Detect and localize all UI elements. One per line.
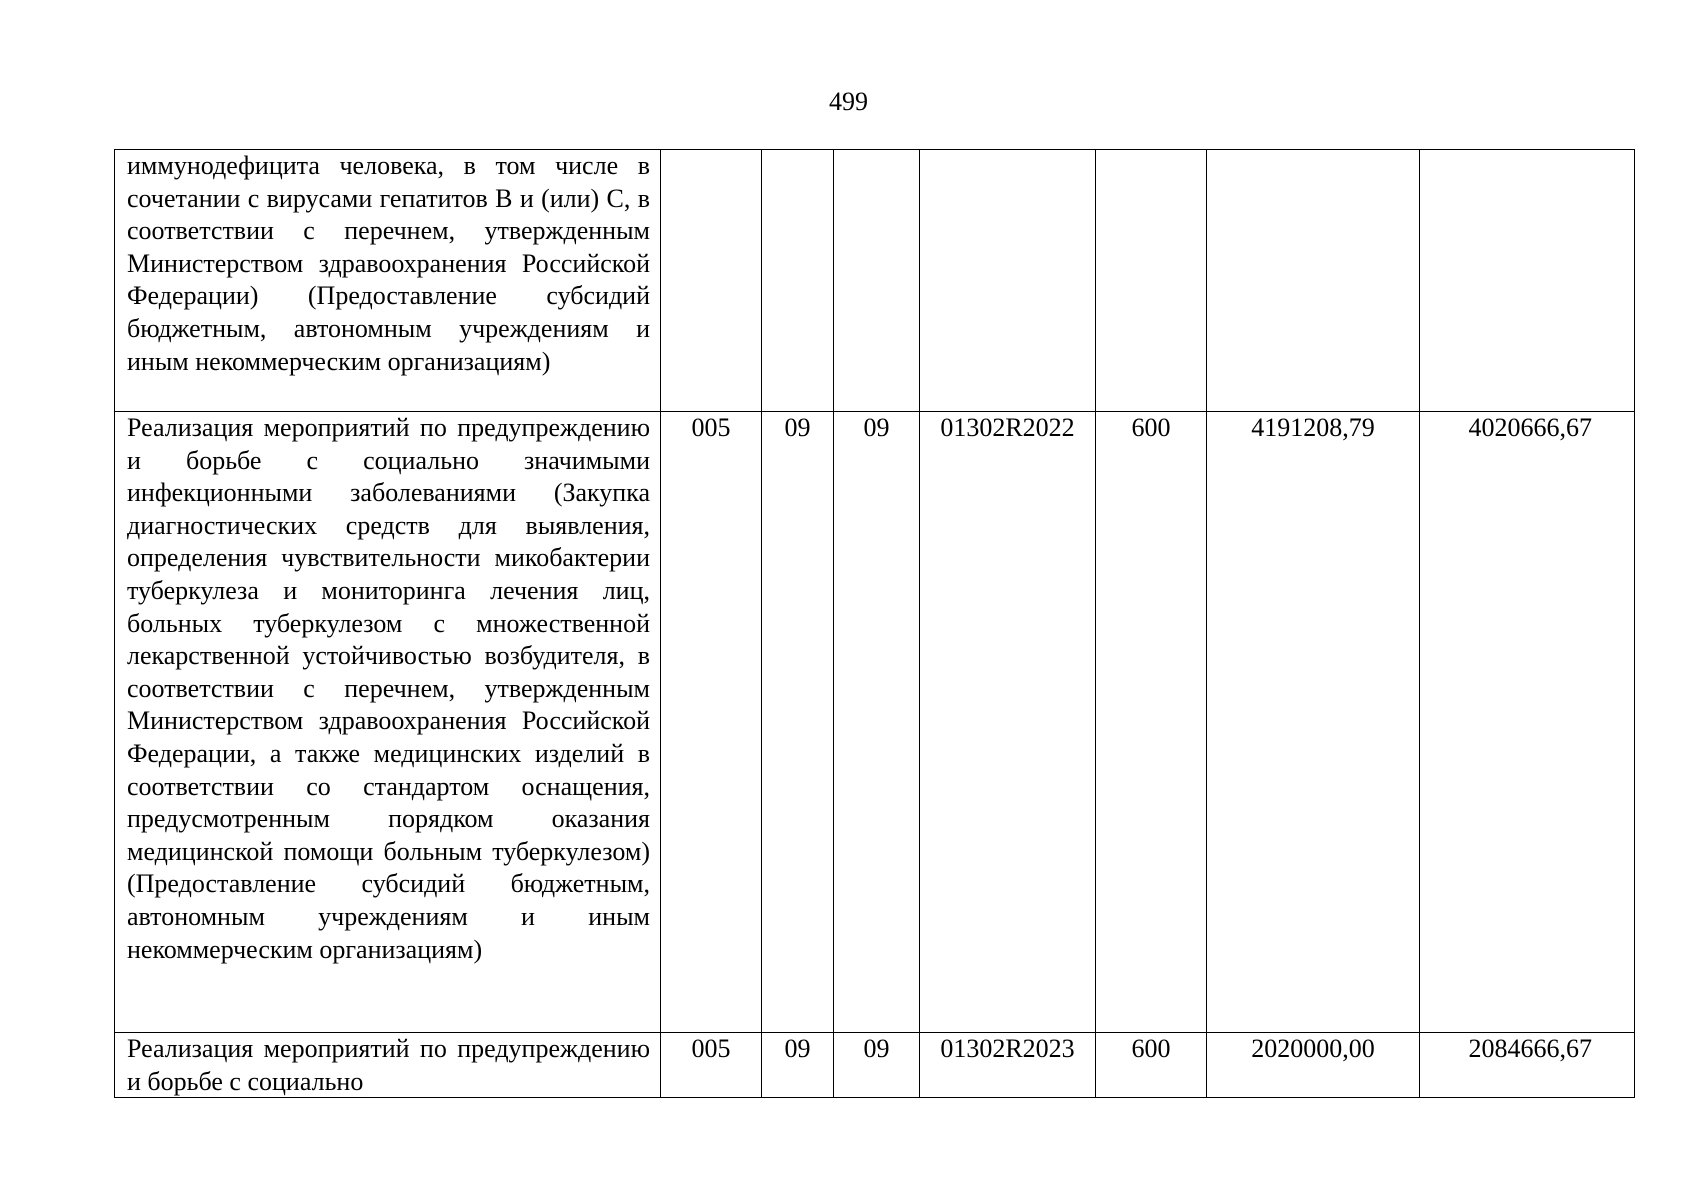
table-row	[115, 412, 1635, 1033]
target-article-code	[920, 150, 1096, 412]
section-code	[762, 150, 834, 412]
subsection-code: 09	[834, 412, 920, 1033]
amount-2	[1420, 150, 1635, 412]
row-description-text: Реализация мероприятий по предупреждению и борьбе с социально	[127, 1034, 650, 1096]
page-number: 499	[829, 87, 868, 116]
amount-1: 4191208,79	[1207, 412, 1420, 1033]
expense-type-code: 600	[1096, 412, 1207, 1033]
amount-2: 2084666,67	[1420, 1033, 1635, 1098]
amount-1: 2020000,00	[1207, 1033, 1420, 1098]
section-code: 09	[762, 1033, 834, 1098]
expense-type-code	[1096, 150, 1207, 412]
ministry-code	[661, 150, 762, 412]
amount-1	[1207, 150, 1420, 412]
ministry-code: 005	[661, 1033, 762, 1098]
row-description	[115, 1033, 661, 1098]
budget-table	[114, 149, 1635, 1098]
table-row	[115, 1033, 1635, 1098]
amount-2: 4020666,67	[1420, 412, 1635, 1033]
subsection-code	[834, 150, 920, 412]
section-code: 09	[762, 412, 834, 1033]
subsection-code: 09	[834, 1033, 920, 1098]
row-description: Реализация мероприятий по предупреждению и борьбе с социально значимыми инфекционными заболеваниями (Закупка диагностических средств для выявления, определения чувствительности микобактерии туберкулеза и мониторинга лечения лиц, больных туберкулезом с множественной лекарственной устойчивостью возбудителя, в соответствии с перечнем, утвержденным Министерством здравоохранения Российской Федерации, а также медицинских изделий в соответствии со стандартом оснащения, предусмотренным порядком оказания медицинской помощи больным туберкулезом) (Предоставление субсидий бюджетным, автономным учреждениям и иным некоммерческим организациям)	[115, 412, 661, 1033]
target-article-code: 01302R2022	[920, 412, 1096, 1033]
table-row	[115, 150, 1635, 412]
ministry-code: 005	[661, 412, 762, 1033]
row-description: иммунодефицита человека, в том числе в сочетании с вирусами гепатитов В и (или) С, в соответствии с перечнем, утвержденным Министерством здравоохранения Российской Федерации) (Предоставление субсидий бюджетным, автономным учреждениям и иным некоммерческим организациям)	[115, 150, 661, 412]
expense-type-code: 600	[1096, 1033, 1207, 1098]
target-article-code: 01302R2023	[920, 1033, 1096, 1098]
